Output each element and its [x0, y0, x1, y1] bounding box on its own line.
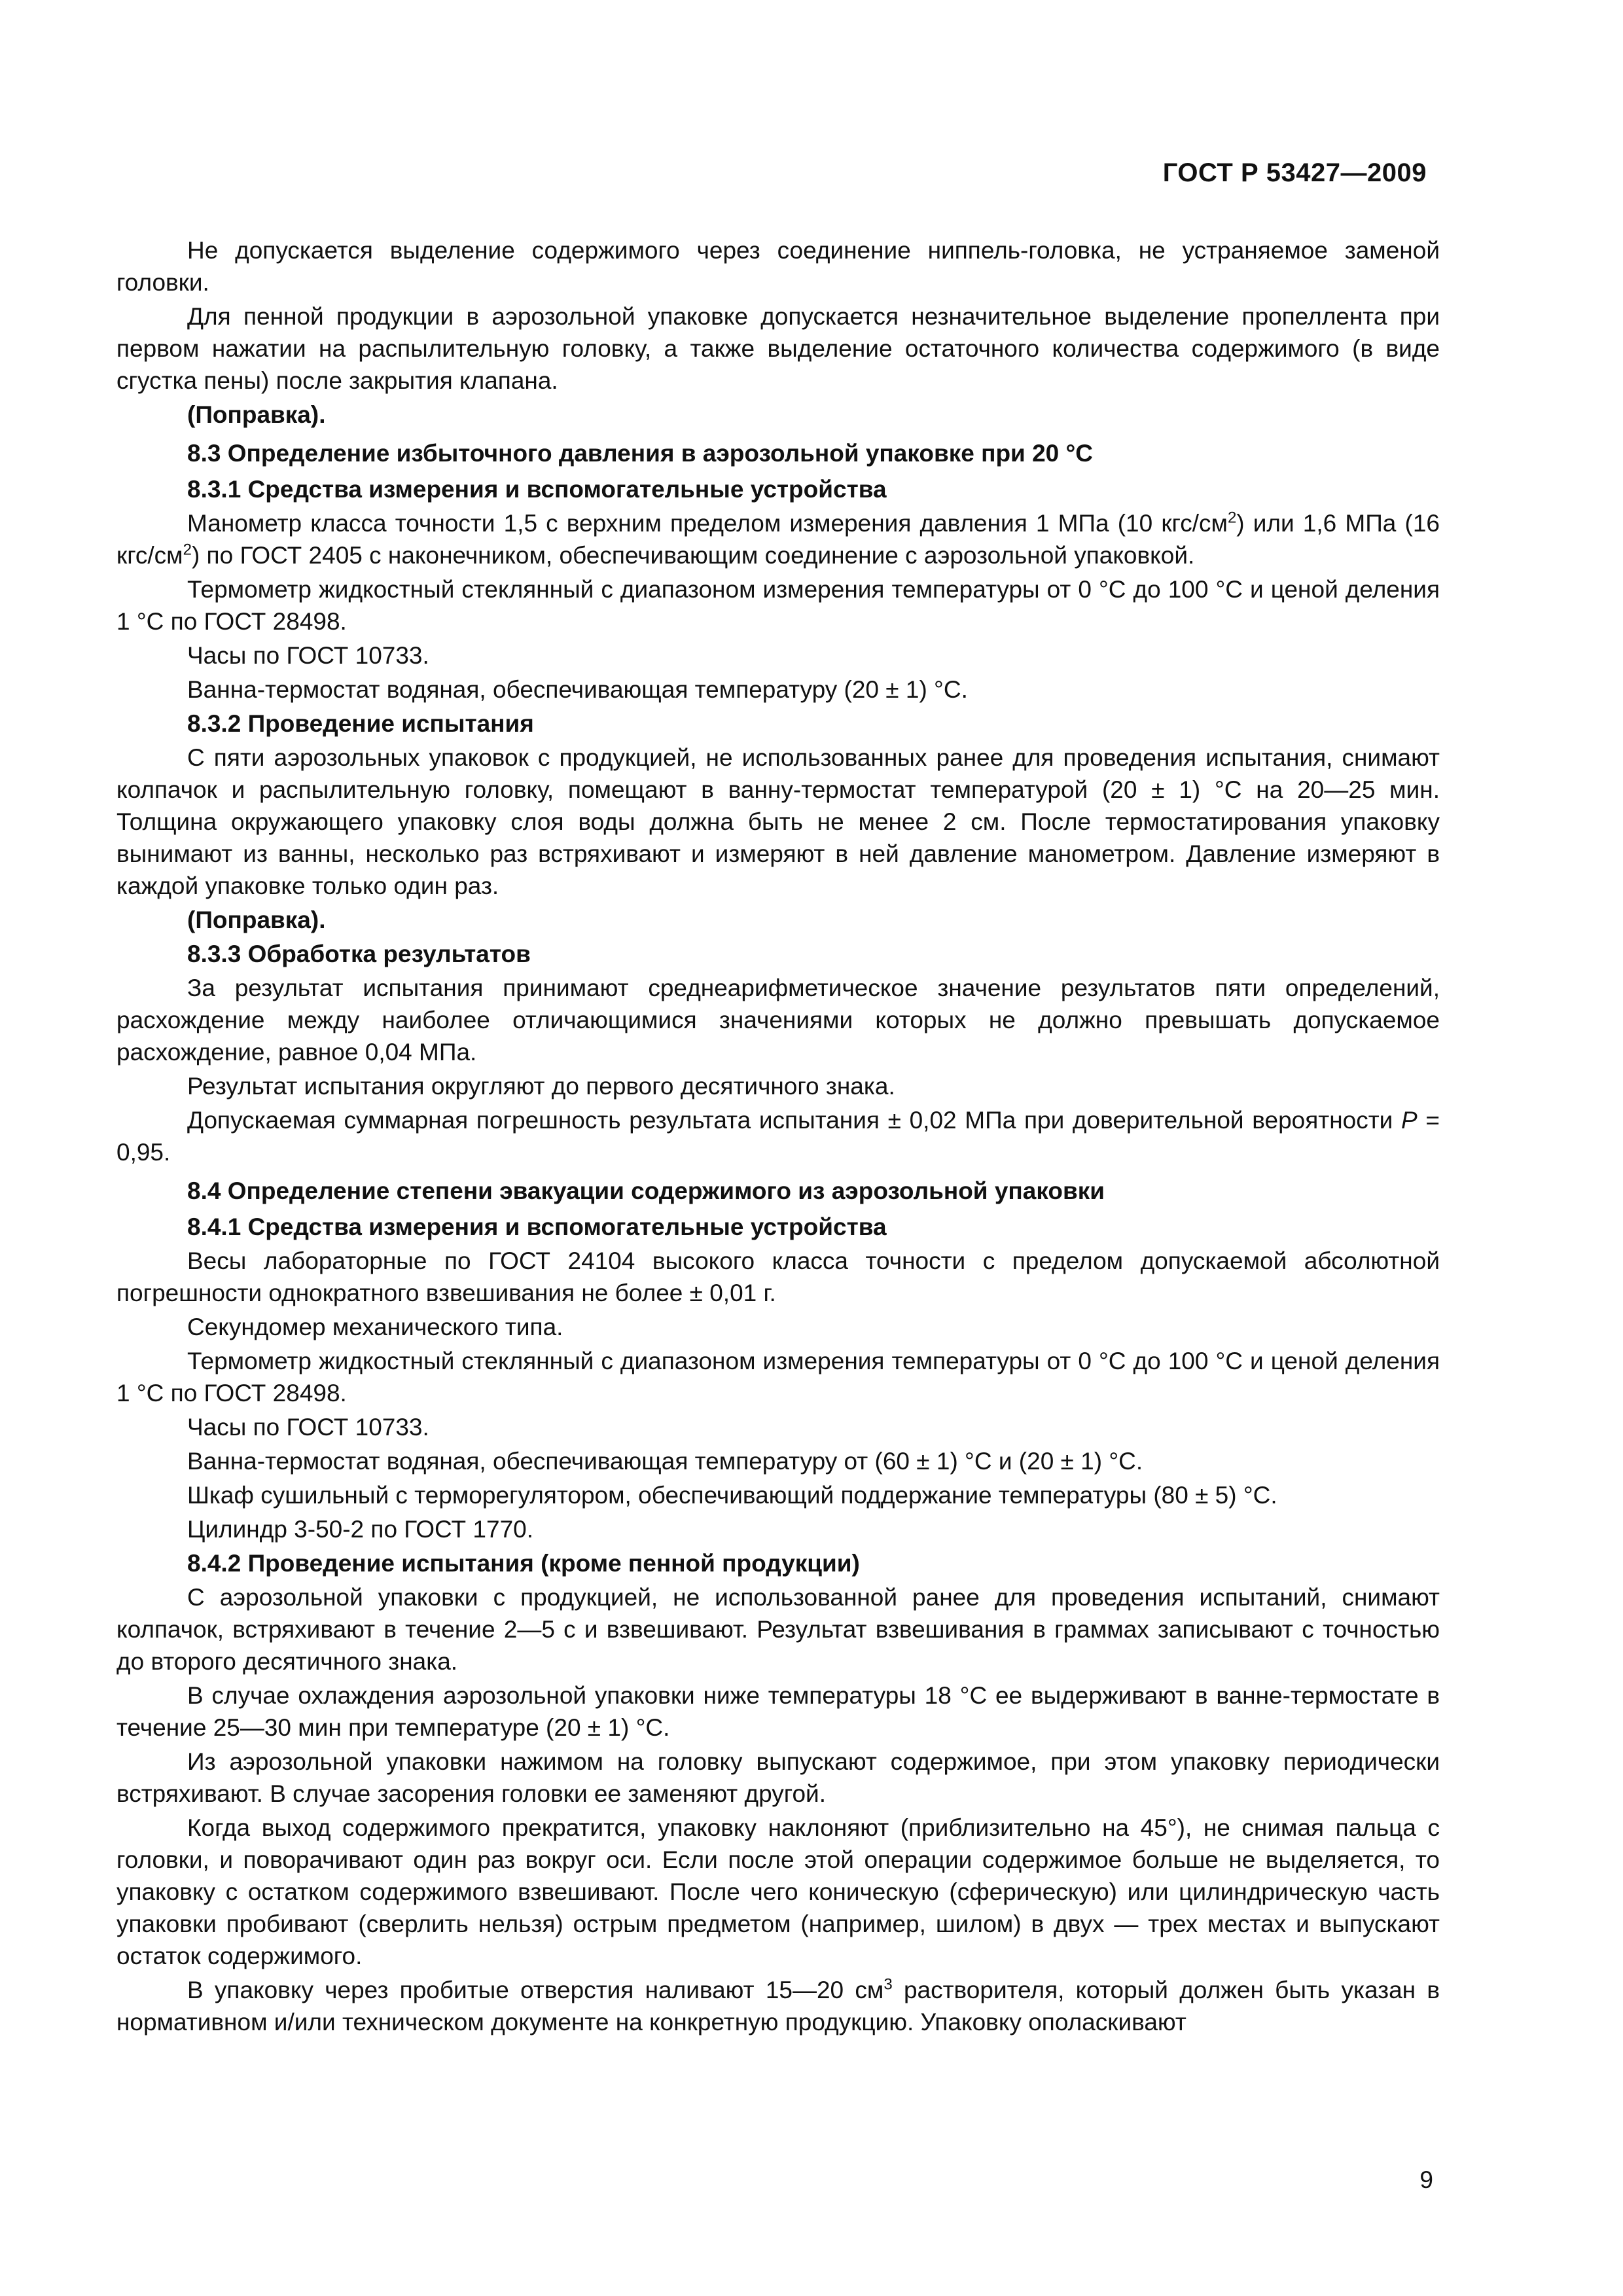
amendment-note: (Поправка). — [187, 401, 326, 428]
document-body — [116, 234, 1440, 2040]
paragraph: Из аэрозольной упаковки нажимом на головку выпускают содержимое, при этом упаковку периодически встряхивают. В случае засорения головки ее заменяют другой. — [116, 1748, 1440, 1807]
paragraph: В случае охлаждения аэрозольной упаковки ниже температуры 18 °С ее выдерживают в ванне-термостате в течение 25—30 мин при температуре (20 ± 1) °С. — [116, 1682, 1440, 1741]
text-run: = 0,95. — [116, 1107, 1440, 1166]
paragraph: Ванна-термостат водяная, обеспечивающая температуру от (60 ± 1) °С и (20 ± 1) °С. — [187, 1448, 1143, 1475]
text-run: ) или 1,6 МПа (16 кгс/см — [116, 510, 1440, 569]
section-heading-8-3: 8.3 Определение избыточного давления в аэрозольной упаковке при 20 °С — [187, 440, 1094, 467]
section-heading-8-4: 8.4 Определение степени эвакуации содержимого из аэрозольной упаковки — [187, 1177, 1105, 1204]
amendment-note: (Поправка). — [187, 906, 326, 933]
paragraph: С пяти аэрозольных упаковок с продукцией, не использованных ранее для проведения испытания, снимают колпачок и распылительную головку, помещают в ванну-термостат температурой (20 ± 1) °С на 20—25 мин. Толщина окружающего упаковку слоя воды должна быть не менее 2 см. После термостатирования упаковку вынимают из ванны, несколько раз встряхивают и измеряют в ней давление манометром. Давление измеряют в каждой упаковке только один раз. — [116, 744, 1440, 899]
text-run: Манометр класса точности 1,5 с верхним пределом измерения давления 1 МПа (10 кгс/см — [187, 510, 1228, 537]
paragraph-solvent — [116, 1974, 1440, 2038]
variable-p: P — [1401, 1107, 1418, 1134]
paragraph: Результат испытания округляют до первого десятичного знака. — [187, 1073, 895, 1100]
text-run: В упаковку через пробитые отверстия наливают 15—20 см — [187, 1977, 884, 2003]
paragraph: Секундомер механического типа. — [187, 1314, 563, 1340]
paragraph: Термометр жидкостный стеклянный с диапазоном измерения температуры от 0 °С до 100 °С и ценой деления 1 °С по ГОСТ 28498. — [116, 1348, 1440, 1407]
subsection-heading-8-4-1: 8.4.1 Средства измерения и вспомогательные устройства — [187, 1213, 887, 1240]
paragraph: Часы по ГОСТ 10733. — [187, 1414, 429, 1441]
paragraph: Не допускается выделение содержимого через соединение ниппель-головка, не устраняемое заменой головки. — [116, 237, 1440, 296]
superscript: 2 — [183, 541, 192, 559]
paragraph: Ванна-термостат водяная, обеспечивающая температуру (20 ± 1) °С. — [187, 676, 968, 703]
text-run: ) по ГОСТ 2405 с наконечником, обеспечивающим соединение с аэрозольной упаковкой. — [191, 542, 1195, 569]
paragraph: Цилиндр 3-50-2 по ГОСТ 1770. — [187, 1516, 534, 1543]
text-run: Допускаемая суммарная погрешность результата испытания ± 0,02 МПа при доверительной вероятности — [187, 1107, 1402, 1134]
paragraph: С аэрозольной упаковки с продукцией, не использованной ранее для проведения испытаний, снимают колпачок, встряхивают в течение 2—5 с и взвешивают. Результат взвешивания в граммах записывают с точностью до второго десятичного знака. — [116, 1584, 1440, 1675]
paragraph: Для пенной продукции в аэрозольной упаковке допускается незначительное выделение пропеллента при первом нажатии на распылительную головку, а также выделение остаточного количества содержимого (в виде сгустка пены) после закрытия клапана. — [116, 303, 1440, 394]
text-run: растворителя, который должен быть указан в нормативном и/или техническом документе на конкретную продукцию. Упаковку ополаскивают — [116, 1977, 1440, 2036]
superscript: 3 — [883, 1975, 893, 1994]
subsection-heading-8-3-2: 8.3.2 Проведение испытания — [187, 710, 534, 737]
document-code: ГОСТ Р 53427—2009 — [1162, 158, 1427, 187]
paragraph: Когда выход содержимого прекратится, упаковку наклоняют (приблизительно на 45°), не снимая пальца с головки, и поворачивают один раз вокруг оси. Если после этой операции содержимое больше не выделяется, то упаковку с остатком содержимого взвешивают. После чего коническую (сферическую) или цилиндрическую часть упаковки пробивают (сверлить нельзя) острым предметом (например, шилом) в двух — трех местах и выпускают остаток содержимого. — [116, 1814, 1440, 1969]
subsection-heading-8-4-2: 8.4.2 Проведение испытания (кроме пенной продукции) — [187, 1550, 860, 1577]
paragraph: За результат испытания принимают среднеарифметическое значение результатов пяти определений, расхождение между наиболее отличающимися значениями которых не должно превышать допускаемое расхождение, равное 0,04 МПа. — [116, 975, 1440, 1066]
paragraph: Термометр жидкостный стеклянный с диапазоном измерения температуры от 0 °С до 100 °С и ценой деления 1 °С по ГОСТ 28498. — [116, 576, 1440, 635]
paragraph: Шкаф сушильный с терморегулятором, обеспечивающий поддержание температуры (80 ± 5) °С. — [187, 1482, 1277, 1509]
paragraph: Весы лабораторные по ГОСТ 24104 высокого класса точности с пределом допускаемой абсолютной погрешности однократного взвешивания не более ± 0,01 г. — [116, 1247, 1440, 1306]
paragraph-probability — [116, 1104, 1440, 1168]
subsection-heading-8-3-3: 8.3.3 Обработка результатов — [187, 941, 531, 967]
paragraph-manometer — [116, 507, 1440, 571]
page-number: 9 — [1419, 2166, 1433, 2193]
paragraph: Часы по ГОСТ 10733. — [187, 642, 429, 669]
superscript: 2 — [1227, 509, 1237, 527]
subsection-heading-8-3-1: 8.3.1 Средства измерения и вспомогательные устройства — [187, 476, 887, 503]
